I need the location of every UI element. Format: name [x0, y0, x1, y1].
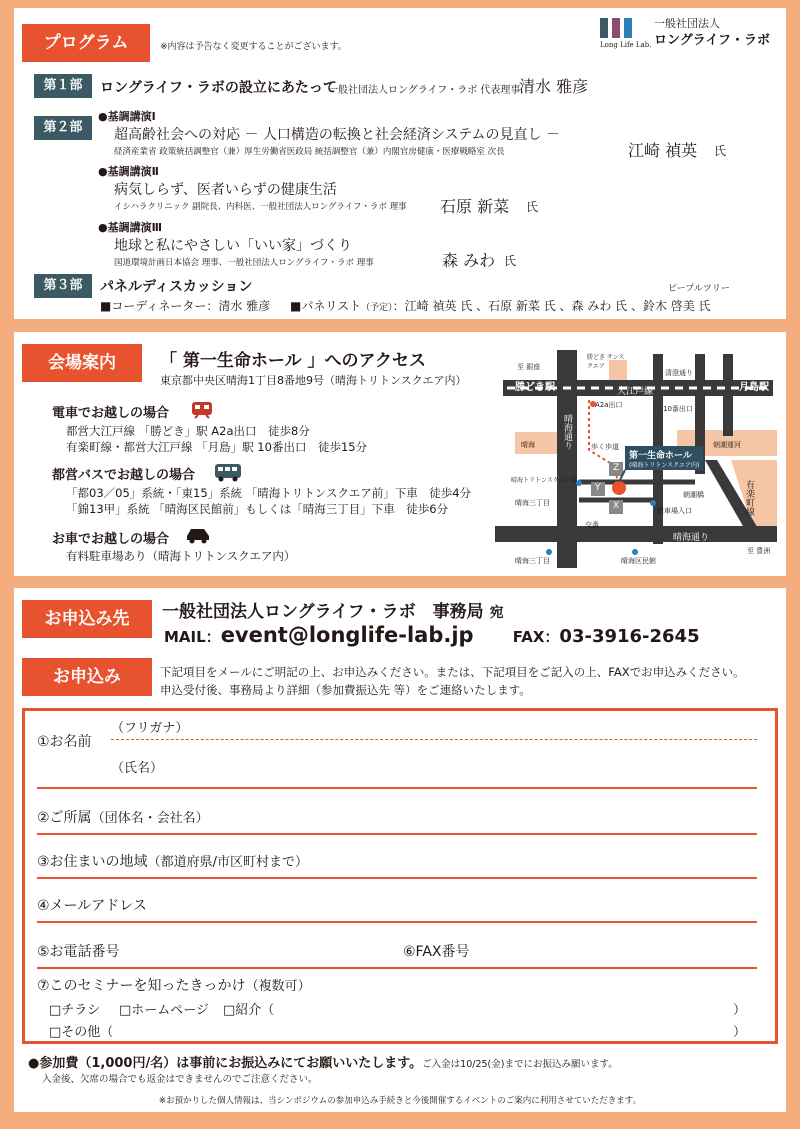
logo-line1: 一般社団法人	[654, 17, 720, 30]
map-asashio: 朝潮運河	[713, 441, 741, 449]
map-triton: 晴海トリトンスクエア前	[511, 477, 577, 484]
lecture2-affil: イシハラクリニック 副院長、内科医、一般社団法人ロングライフ・ラボ 理事	[114, 202, 407, 212]
train-head: 電車でお越しの場合	[52, 406, 170, 421]
instruction-2: 申込受付後、事務局より詳細（参加費振込先 等）をご連絡いたします。	[160, 683, 531, 697]
option-referral[interactable]: □紹介（	[223, 1003, 275, 1018]
panelist-note: （予定）	[361, 303, 393, 313]
lecture3-title: 地球と私にやさしい「いい家」づくり	[114, 238, 352, 254]
area-sub: （都道府県/市区町村まで）	[147, 855, 308, 870]
part2-tag: 第２部	[34, 116, 92, 140]
map-harumi-vertical: 晴海通り	[562, 414, 572, 450]
option-referral-close: ）	[733, 1003, 747, 1018]
fax-number: 03-3916-2645	[559, 626, 700, 647]
map-toyosu: 至 豊洲	[747, 547, 771, 555]
part3-title: パネルディスカッション	[100, 279, 253, 295]
map-a2a: A2a出口	[595, 401, 623, 409]
map-asahi: 晴海	[521, 441, 535, 449]
option-homepage[interactable]: □ホームページ	[119, 1003, 210, 1018]
program-notice: ※内容は予告なく変更することがございます。	[160, 42, 347, 52]
fee-note-2: 入金後、欠席の場合でも返金はできませんのでご注意ください。	[42, 1074, 318, 1085]
panelist-names: ：江崎 禎英 氏 、石原 新菜 氏 、森 みわ 氏 、鈴木 啓美 氏	[392, 299, 711, 313]
area-label: ③お住まいの地域	[37, 854, 148, 870]
lecture3-suffix: 氏	[504, 254, 517, 268]
car-icon	[184, 526, 212, 544]
program-tag: プログラム	[22, 24, 150, 62]
coord-label: ■コーディネーター：	[100, 299, 219, 313]
apply-tag: お申込み	[22, 658, 152, 696]
part1-affil: 一般社団法人ロングライフ・ラボ 代表理事	[328, 85, 521, 96]
lecture1-title: 超高齢社会への対応 － 人口構造の転換と社会経済システムの見直し －	[114, 127, 560, 143]
train-icon	[190, 400, 214, 420]
privacy-note: ※お預かりした個人情報は、当シンポジウムの参加申込み手続きと今後開催するイベントのご案内に利用させていただきます。	[158, 1096, 642, 1106]
car-head: お車でお越しの場合	[52, 532, 170, 547]
field-affil-label	[37, 807, 209, 827]
map-hall-label: 第一生命ホール	[629, 451, 692, 461]
org-suffix: 宛	[489, 605, 504, 621]
dest-tag: お申込み先	[22, 600, 152, 638]
train-line-1: 都営大江戸線 「勝どき」駅 A2a出口 徒歩8分	[66, 424, 310, 438]
map-ariake: 有楽町線	[744, 480, 754, 516]
phone-fax-input[interactable]	[37, 967, 757, 969]
part3-coordinator	[100, 297, 270, 314]
fax-label: FAX：	[512, 628, 560, 646]
lecture2-head: ●基調講演Ⅱ	[98, 165, 159, 178]
part1-speaker: 清水 雅彦	[519, 77, 589, 96]
map-hall-sub: (晴海トリトンスクエア内)	[629, 462, 700, 469]
contact-line	[164, 623, 700, 647]
map-police: 交番	[585, 521, 599, 529]
map-kiyosumi: 清澄通り	[665, 369, 693, 377]
access-map	[495, 340, 777, 568]
lecture3-head: ●基調講演Ⅲ	[98, 221, 162, 234]
application-form	[22, 708, 778, 1044]
field-name-label: ①お名前	[37, 734, 92, 750]
field-furigana-label: （フリガナ）	[111, 721, 189, 736]
train-line-2: 有楽町線・都営大江戸線 「月島」駅 10番出口 徒歩15分	[66, 440, 368, 454]
trigger-label: ⑦このセミナーを知ったきっかけ	[37, 978, 246, 994]
coord-name: 清水 雅彦	[218, 299, 271, 313]
part1-tag: 第１部	[34, 74, 92, 98]
logo-bars-icon	[600, 18, 644, 38]
bus-line-1: 「都03／05」系統・「東15」系統 「晴海トリトンスクエア前」下車 徒歩4分	[66, 486, 472, 500]
map-kachidoki: 勝どき駅	[515, 382, 555, 393]
fee-line	[28, 1052, 618, 1071]
apply-panel	[14, 588, 786, 1112]
map-ginza: 至 銀座	[517, 363, 541, 371]
lecture1-suffix: 氏	[714, 144, 727, 158]
lecture2-title: 病気しらず、医者いらずの健康生活	[114, 182, 337, 198]
venue-title: 「 第一生命ホール 」へのアクセス	[160, 351, 426, 371]
trigger-sub: （複数可）	[245, 979, 311, 994]
map-kumin: 晴海区民館	[621, 557, 656, 565]
name-input[interactable]	[37, 787, 757, 789]
map-harumi-horizontal: 晴海通り	[673, 533, 710, 543]
affil-sub: （団体名・会社名）	[91, 811, 209, 826]
furigana-input[interactable]	[111, 739, 757, 740]
field-trigger-label	[37, 975, 311, 995]
affil-label: ②ご所属	[37, 810, 92, 826]
email-input[interactable]	[37, 921, 757, 923]
logo-line2: ロングライフ・ラボ	[654, 33, 770, 48]
org-label: 一般社団法人ロングライフ・ラボ 事務局	[162, 602, 484, 622]
venue-address: 東京都中央区晴海1丁目8番地9号（晴海トリトンスクエア内）	[160, 374, 467, 387]
car-line-1: 有料駐車場あり（晴海トリトンスクエア内）	[66, 549, 296, 563]
map-harumi3-top: 晴海三丁目	[515, 499, 550, 507]
lecture3-affil: 国道環境計画日本協会 理事、一般社団法人ロングライフ・ラボ 理事	[114, 258, 374, 268]
map-oedo: 大江戸線	[617, 387, 654, 397]
map-x: X	[613, 501, 620, 511]
lecture2-speaker: 石原 新菜	[440, 197, 510, 216]
map-kachidoki-sign: 勝どき サンスクエア	[587, 354, 625, 370]
program-panel	[14, 8, 786, 319]
lecture1-head: ●基調講演Ⅰ	[98, 110, 156, 123]
fee-head: ●参加費（1,000円/名）は事前にお振込みにてお願いいたします。	[28, 1056, 423, 1071]
bus-head: 都営バスでお越しの場合	[52, 468, 196, 483]
bus-line-2: 「錦13甲」系統 「晴海区民館前」もしくは「晴海三丁目」下車 徒歩6分	[66, 502, 449, 516]
map-walkway: 歩く歩道	[591, 443, 619, 451]
map-harumi3-bottom: 晴海三丁目	[515, 557, 550, 565]
bus-icon	[214, 462, 242, 482]
part3-ruby: ピープルツリー	[668, 284, 730, 294]
map-kaiun: 朝潮橋	[683, 491, 704, 499]
area-input[interactable]	[37, 877, 757, 879]
map-exit10: 10番出口	[663, 405, 693, 413]
map-z: Z	[613, 463, 620, 473]
affil-input[interactable]	[37, 833, 757, 835]
map-y: Y	[595, 483, 601, 493]
map-parking: 駐車場入口	[657, 507, 692, 515]
lecture2-suffix: 氏	[526, 200, 539, 214]
panelist-label: ■パネリスト	[290, 299, 362, 313]
field-phone-label: ⑤お電話番号	[37, 944, 120, 960]
option-other-close: ）	[733, 1025, 747, 1040]
part3-tag: 第３部	[34, 274, 92, 298]
venue-panel	[14, 332, 786, 576]
lecture3-speaker: 森 みわ	[442, 251, 496, 270]
org-name	[162, 597, 504, 622]
part3-panelists	[290, 297, 711, 314]
instruction-1: 下記項目をメールにご明記の上、お申込みください。または、下記項目をご記入の上、FAXでお申込みください。	[160, 665, 745, 679]
venue-tag: 会場案内	[22, 344, 142, 382]
mail-address[interactable]: event@longlife-lab.jp	[220, 623, 474, 647]
field-area-label	[37, 851, 308, 871]
field-fax-label: ⑥FAX番号	[403, 944, 470, 960]
mail-label: MAIL：	[164, 628, 221, 646]
option-flyer[interactable]: □チラシ	[49, 1003, 101, 1018]
lecture1-speaker: 江崎 禎英	[628, 141, 698, 160]
field-shimei-label: （氏名）	[111, 761, 164, 776]
fee-note: ご入金は10/25(金)までにお振込み願います。	[422, 1059, 618, 1070]
map-tsukishima: 月島駅	[739, 382, 769, 393]
field-email-label: ④メールアドレス	[37, 898, 147, 914]
logo-sub: Long Life Lab.	[600, 41, 652, 49]
option-other[interactable]: □その他（	[49, 1025, 114, 1040]
lecture1-affil: 経済産業省 政策統括調整官（兼）厚生労働省医政局 統括調整官（兼）内閣官房健康・医療戦略室 次長	[114, 147, 505, 157]
part1-title: ロングライフ・ラボの設立にあたって	[100, 80, 337, 96]
